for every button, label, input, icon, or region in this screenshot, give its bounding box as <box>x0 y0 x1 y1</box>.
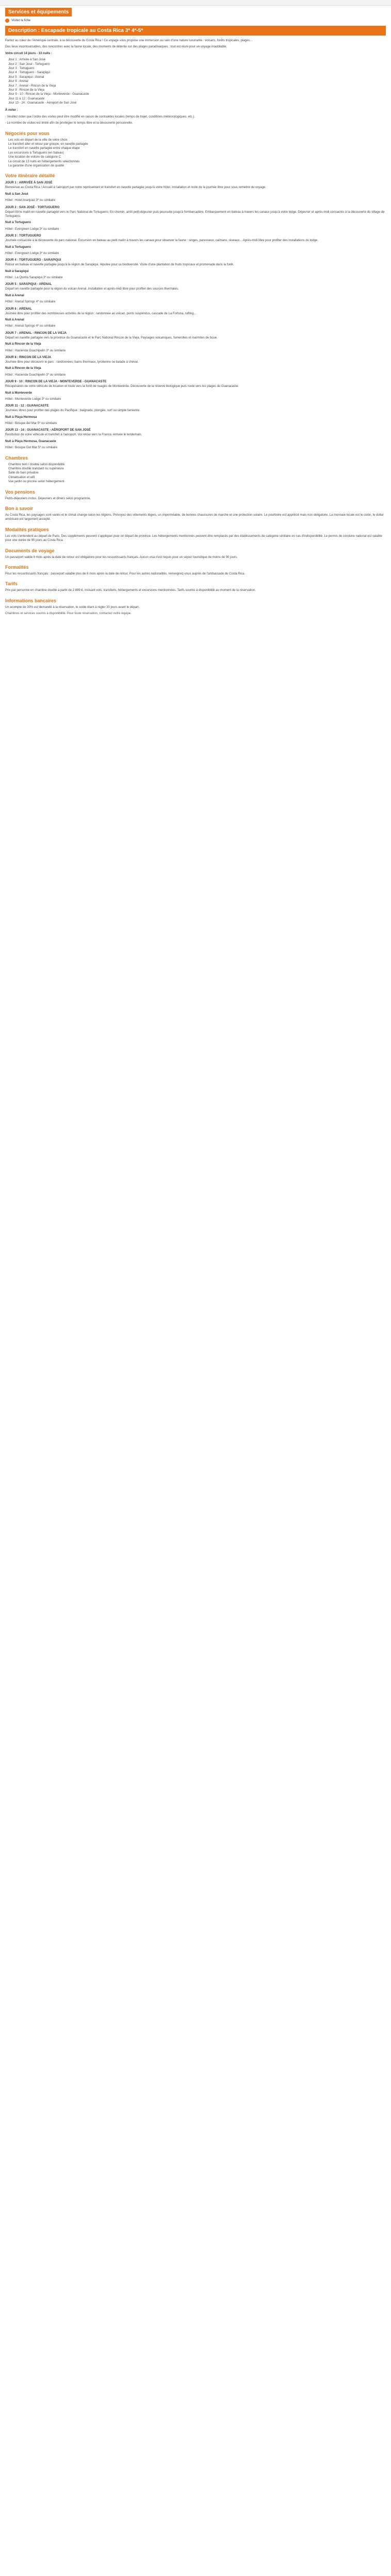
day-stay: Nuit à Monteverde <box>5 391 32 395</box>
day-text: Départ en navette partagée pour la région du volcan Arenal. Installation et après-midi libre pour profiter des sources thermales. <box>5 287 179 291</box>
day-heading: JOUR 2 : SAN JOSÉ - TORTUGUERO <box>5 206 60 209</box>
day-text: Journée consacrée à la découverte du parc national. Excursion en bateau au petit matin à travers les canaux pour observer la faune : singes, paresseux, caïmans, oiseaux... Après-midi libre pour profiter des installations du lodge. <box>5 239 319 243</box>
itinerary-days <box>5 181 386 450</box>
day-hotel: Hôtel : Evergreen Lodge 3* ou similaire <box>5 227 59 231</box>
intro-p0: Partez au cœur de l'Amérique centrale, à la découverte du Costa Rica ! Ce voyage vous propose une immersion au sein d'une nature luxuriante : volcans, forêts tropicales, plages... <box>5 39 253 42</box>
itinerary-day <box>5 283 386 304</box>
day-stay: Nuit à Playa Hermosa <box>5 415 37 419</box>
highlight-item: Une location de voiture de catégorie C <box>8 156 61 159</box>
itinerary-day <box>5 429 386 450</box>
day-text: Journées libres pour profiter des plages du Pacifique : baignade, plongée, surf ou simple farniente. <box>5 409 140 413</box>
docs-text: Un passeport valide 6 mois après la date de retour est obligatoire pour les ressortissants français. Aucun visa n'est requis pour un séjour touristique de moins de 90 jours. <box>5 555 238 559</box>
day-text: Bienvenue au Costa Rica ! Accueil à l'aéroport par notre représentant et transfert en navette partagée jusqu'à votre hôtel. Installation et reste de la journée libre pour vous remettre du voyage. <box>5 186 266 190</box>
day-stay: Nuit à Tortuguero <box>5 221 31 225</box>
intro-day: Jour 6 : Arenal <box>8 80 28 83</box>
pensions-title: Vos pensions <box>5 489 35 495</box>
itinerary-day <box>5 206 386 232</box>
intro-day: Jour 7 : Arenal - Rincon de la Vieja <box>8 84 56 88</box>
day-hotel: Hôtel : Bosque Del Mar 5* ou similaire <box>5 446 58 450</box>
day-heading: JOUR 11 - 12 : GUANACASTE <box>5 404 49 408</box>
intro-day: Jour 2 : San José - Tortuguero <box>8 62 50 66</box>
docs-title: Documents de voyage <box>5 548 55 553</box>
day-stay: Nuit à Arenal <box>5 318 24 322</box>
day-heading: JOUR 4 : TORTUGUERO - SARAPIQUI <box>5 259 61 262</box>
day-stay: Nuit à Rincon de la Vieja <box>5 367 41 370</box>
intro-days <box>5 58 386 105</box>
rooms-list <box>5 463 386 484</box>
day-text: Journée libre pour profiter des nombreuses activités de la région : randonnée au volcan, ponts suspendus, cascade de La Fortuna, rafting... <box>5 312 197 315</box>
day-hotel: Hôtel : Bosque del Mar 5* ou similaire <box>5 422 57 426</box>
info-text: Un acompte de 30% est demandé à la réservation, le solde étant à régler 30 jours avant le départ. <box>5 605 140 609</box>
visit-link[interactable]: Visiter la fiche <box>11 19 31 22</box>
day-heading: JOUR 6 : ARENAL <box>5 307 32 311</box>
intro-day: Jour 1 : Arrivée à San José <box>8 58 46 62</box>
tarifs-text: Prix par personne en chambre double à partir de 2 899 €, incluant vols, transferts, hébergements et excursions mentionnées. Tarifs soumis à disponibilité au moment de la réservation. <box>5 589 256 592</box>
day-hotel: Hôtel : Hotel Aranjuez 3* ou similaire <box>5 199 56 202</box>
day-heading: JOUR 5 : SARAPIQUI - ARENAL <box>5 283 52 286</box>
room-item: Vue jardin ou piscine selon hébergement <box>8 480 64 484</box>
intro-day: Jour 3 : Tortuguero <box>8 66 35 70</box>
itinerary-day <box>5 356 386 377</box>
intro-block <box>5 39 386 126</box>
intro-day: Jour 4 : Tortuguero - Sarapiqui <box>8 71 50 75</box>
highlights-list <box>5 138 386 168</box>
intro-p1: Des lieux incontournables, des rencontres avec la faune locale, des moments de détente sur des plages paradisiaques : tout est réuni pour un voyage inoubliable. <box>5 45 227 49</box>
itinerary-day <box>5 308 386 329</box>
day-heading: JOUR 7 : ARENAL - RINCON DE LA VIEJA <box>5 331 67 335</box>
day-hotel: Hôtel : Hacienda Guachipelin 3* ou similaire <box>5 373 66 377</box>
bon-text: Au Costa Rica, les paysages sont variés et le climat change selon les régions. Prévoyez des vêtements légers, un imperméable, de bonnes chaussures de marche et une protection solaire. Le pourboire est apprécié mais non obligatoire. La monnaie locale est le colón, le dollar américain est largement accepté. <box>5 514 384 521</box>
bon-title: Bon à savoir <box>5 506 34 511</box>
pensions-text: Petits-déjeuners inclus. Déjeuners et dîners selon programme. <box>5 497 91 500</box>
day-stay: Nuit à Arenal <box>5 294 24 297</box>
intro-note-title: À noter : <box>5 109 18 112</box>
day-hotel: Hôtel : Arenal Springs 4* ou similaire <box>5 325 56 328</box>
info-title: Informations bancaires <box>5 598 57 603</box>
itinerary-day <box>5 234 386 256</box>
itinerary-day <box>5 181 386 202</box>
tarifs-title: Tarifs <box>5 581 18 587</box>
day-heading: JOUR 13 - 14 : GUANACASTE - AÉROPORT DE SAN JOSÉ <box>5 429 91 432</box>
room-item: Salle de bain privative <box>8 471 39 475</box>
day-stay: Nuit à San José <box>5 192 28 196</box>
day-text: Retour en bateau et navette partagée jusqu'à la région de Sarapiqui, réputée pour sa biodiversité. Visite d'une plantation de fruits tropicaux et promenade dans la forêt. <box>5 263 234 267</box>
itinerary-day <box>5 380 386 401</box>
intro-note: - Le nombre de visites est limité afin de privilégier le temps libre et la découverte personnelle. <box>5 122 133 125</box>
modalites-text: Les vols s'entendent au départ de Paris. Des suppléments peuvent s'appliquer pour un départ de province. Les hébergements mentionnés peuvent être remplacés par des établissements de catégorie similaire en cas d'indisponibilité. Le permis de conduire national est valable pour une durée de 90 jours au Costa Rica. <box>5 534 382 543</box>
day-text: Restitution de votre véhicule et transfert à l'aéroport. Vol retour vers la France. Arrivée le lendemain. <box>5 433 142 437</box>
highlight-item: Le transfert aller et retour par groupe, en navette partagée <box>8 143 88 146</box>
highlights-title: Négociés pour vous <box>5 130 50 136</box>
intro-day: Jour 5 : Sarapiqui - Arenal <box>8 75 44 79</box>
day-hotel: Hôtel : Hacienda Guachipelin 3* ou similaire <box>5 349 66 352</box>
highlight-item: La garantie d'une organisation de qualité <box>8 164 64 167</box>
highlight-item: Le transfert en navette partagée entre chaque étape <box>8 147 80 150</box>
day-hotel: Hôtel : Monteverde Lodge 3* ou similaire <box>5 397 61 401</box>
day-stay: Nuit à Playa Hermosa, Guanacaste <box>5 439 56 443</box>
room-item: Climatisation et wifi <box>8 476 35 479</box>
day-heading: JOUR 3 : TORTUGUERO <box>5 234 41 238</box>
page-title: Description : Escapade tropicale au Costa Rica 3* 4*-5* <box>5 26 386 36</box>
intro-p2: Votre circuit 14 jours - 13 nuits : <box>5 52 52 55</box>
visit-row[interactable] <box>5 19 386 23</box>
section-banner: Services et équipements <box>5 8 72 16</box>
formalites-text: Pour les ressortissants français : passeport valable plus de 6 mois après la date de retour. Pour les autres nationalités, renseignez-vous auprès de l'ambassade du Costa Rica. <box>5 572 246 575</box>
day-stay: Nuit à Tortuguero <box>5 245 31 249</box>
day-stay: Nuit à Sarapiqui <box>5 269 29 273</box>
page <box>5 6 386 629</box>
rooms-title: Chambres <box>5 455 28 461</box>
intro-note: - Veuillez noter que l'ordre des visites peut être modifié en raison de contraintes locales (temps de trajet, conditions météorologiques, etc.). <box>5 115 196 118</box>
highlight-item: Les excursions à Tortuguero (en bateau) <box>8 151 64 155</box>
intro-day: Jour 11 à 12 : Guanacaste <box>8 97 45 100</box>
itinerary-day <box>5 332 386 353</box>
intro-day: Jour 8 : Rincon de la Vieja <box>8 88 44 92</box>
formalites-title: Formalités <box>5 564 29 570</box>
day-text: Récupération de votre véhicule de location et route vers la forêt de nuages de Monteverde. Découverte de la réserve biologique puis route vers les plages du Guanacaste. <box>5 385 239 388</box>
room-item: Chambre twin / double selon disponibilité <box>8 463 65 466</box>
info-icon <box>5 19 9 23</box>
highlight-item: Le circuit de 13 nuits en hébergements sélectionnés <box>8 160 80 163</box>
itinerary-day <box>5 404 386 426</box>
highlight-item: Les vols en départ de la ville de votre choix <box>8 138 68 142</box>
day-hotel: Hôtel : Arenal Springs 4* ou similaire <box>5 300 56 304</box>
modalites-title: Modalités pratiques <box>5 527 49 532</box>
day-heading: JOUR 8 : RINCON DE LA VIEJA <box>5 355 52 359</box>
day-text: Départ tôt le matin en navette partagée vers le Parc National de Tortuguero. En chemin, arrêt petit-déjeuner puis poursuite jusqu'à l'embarcadère. Embarquement en bateau à travers les canaux jusqu'à votre lodge. Déjeuner et après-midi consacrés à la découverte du village de Tortuguero. <box>5 210 385 218</box>
day-stay: Nuit à Rincon de la Vieja <box>5 343 41 346</box>
intro-day: Jour 13 - 14 : Guanacaste - Aéroport de San José <box>8 101 77 105</box>
day-text: Journée libre pour découvrir le parc : randonnées, bains thermaux, tyrolienne ou balade à cheval. <box>5 360 139 364</box>
top-bar <box>0 0 391 6</box>
itinerary-day <box>5 259 386 280</box>
day-hotel: Hôtel : Evergreen Lodge 3* ou similaire <box>5 251 59 255</box>
intro-day: Jour 9 - 10 : Rincon de la Vieja - Monteverde - Guanacaste <box>8 93 89 96</box>
room-item: Chambre double standard ou supérieure <box>8 467 64 471</box>
footer-note: Chambres et services soumis à disponibilité. Pour toute réservation, contactez notre équipe. <box>5 612 132 616</box>
day-heading: JOUR 1 : ARRIVÉE À SAN JOSÉ <box>5 181 53 185</box>
day-heading: JOUR 9 - 10 : RINCON DE LA VIEJA - MONTEVERDE - GUANACASTE <box>5 380 107 384</box>
itinerary-title: Votre itinéraire détaillé <box>5 173 55 179</box>
day-text: Départ en navette partagée vers la province du Guanacaste et le Parc National Rincon de la Vieja. Paysages volcaniques, fumerolles et marmites de boue. <box>5 336 218 340</box>
day-hotel: Hôtel : La Quinta Sarapiqui 3* ou similaire <box>5 276 63 280</box>
